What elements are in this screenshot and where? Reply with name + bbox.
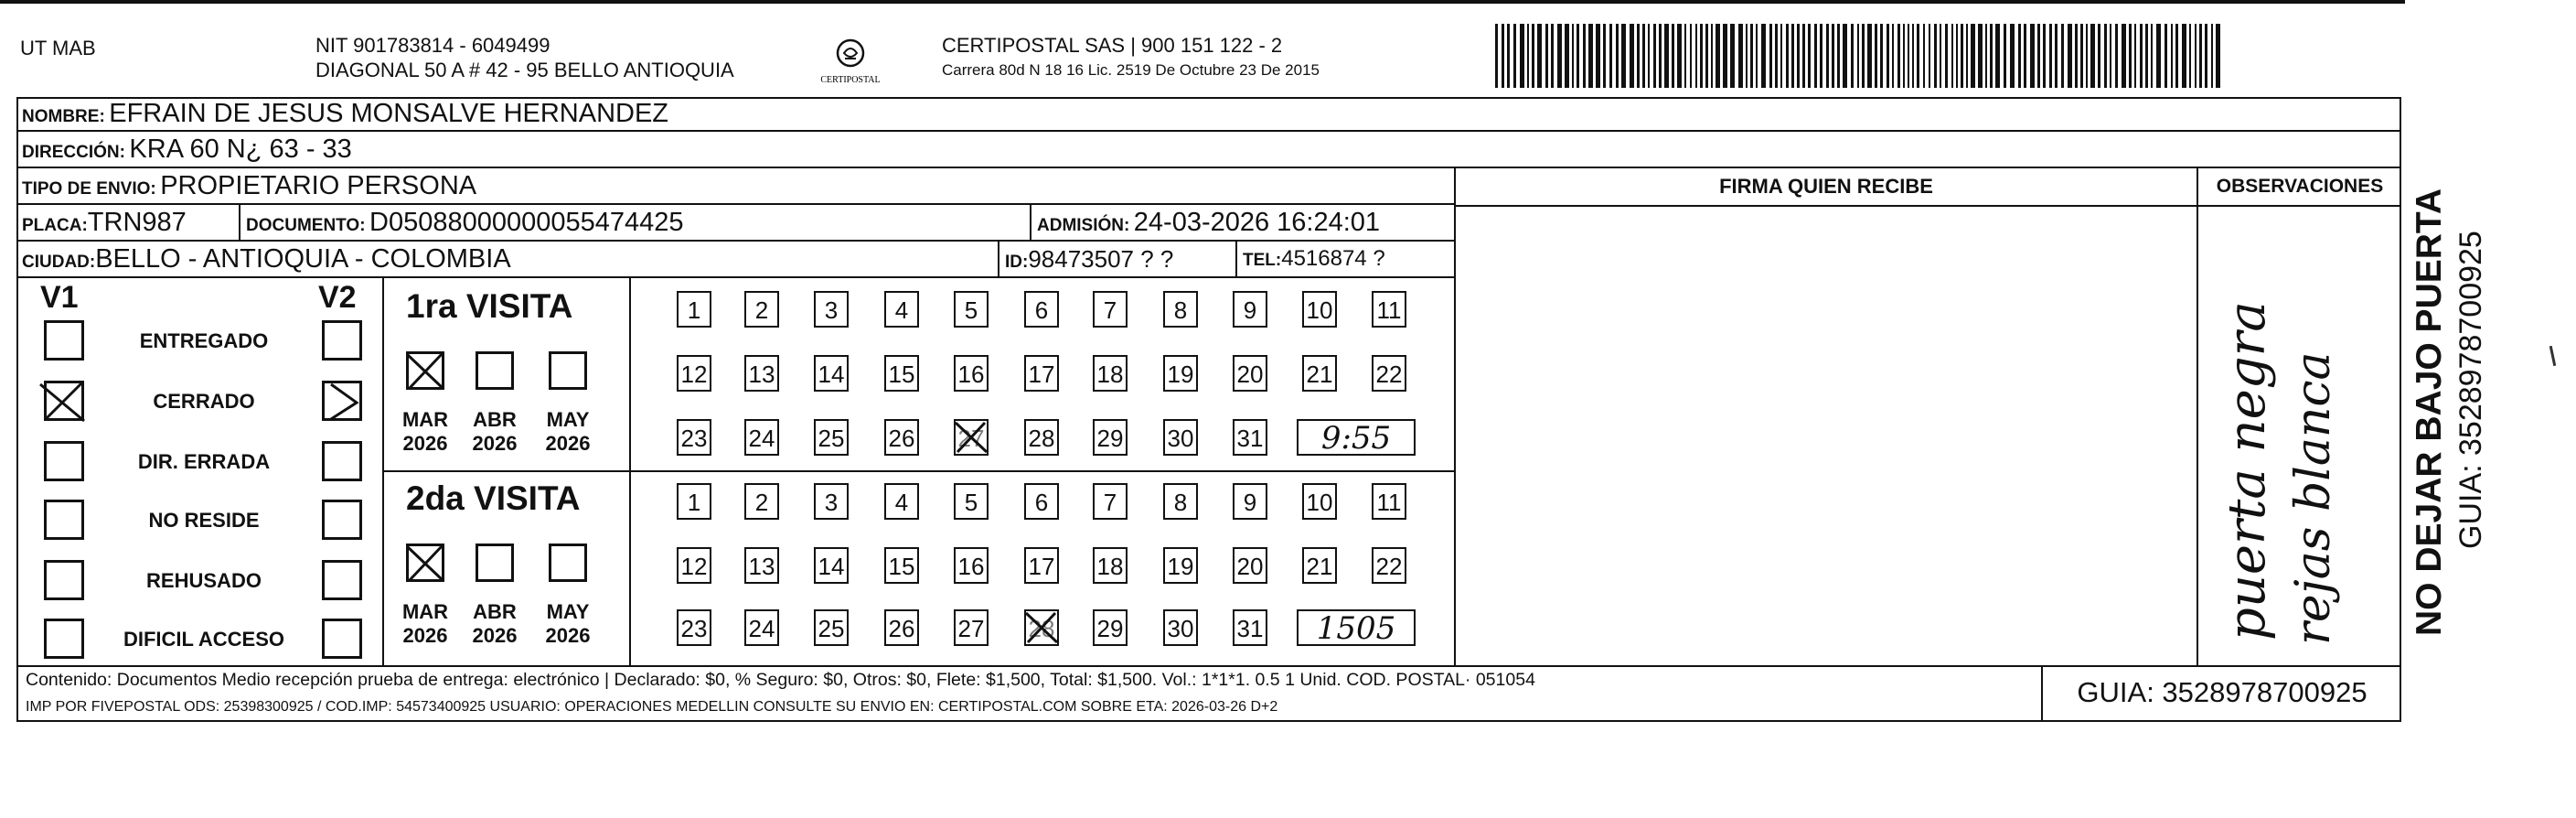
- carrier-name: CERTIPOSTAL SAS | 900 151 122 - 2: [942, 34, 1283, 57]
- v1-checkbox[interactable]: [44, 441, 84, 481]
- shipping-type: PROPIETARIO PERSONA: [160, 171, 477, 200]
- calendar-day[interactable]: 19: [1163, 355, 1198, 392]
- calendar-day[interactable]: 20: [1233, 547, 1267, 584]
- calendar-day[interactable]: 7: [1093, 483, 1128, 520]
- calendar-day[interactable]: 28: [1024, 419, 1059, 456]
- divider-signature: [1454, 168, 1456, 667]
- calendar-day[interactable]: 15: [884, 547, 919, 584]
- calendar-day[interactable]: 14: [814, 355, 849, 392]
- v2-label: V2: [318, 280, 357, 315]
- calendar-day[interactable]: 18: [1093, 355, 1128, 392]
- tel-label: TEL:: [1243, 251, 1282, 270]
- calendar-day[interactable]: 16: [954, 355, 989, 392]
- calendar-day[interactable]: 8: [1163, 483, 1198, 520]
- calendar-day[interactable]: 31: [1233, 609, 1267, 646]
- calendar-divider: [629, 278, 631, 667]
- v2-checkbox[interactable]: [322, 560, 362, 600]
- second-visit-time: 1505: [1297, 609, 1416, 646]
- v1-checkbox[interactable]: [44, 500, 84, 540]
- calendar-day-marked[interactable]: 28: [1024, 609, 1059, 646]
- document-value: D05088000000055474425: [369, 208, 684, 237]
- observation-handwriting-2: rejas blanca: [2286, 351, 2341, 645]
- calendar-day[interactable]: 14: [814, 547, 849, 584]
- v1-checkbox[interactable]: [44, 560, 84, 600]
- calendar-day[interactable]: 30: [1163, 419, 1198, 456]
- calendar-day[interactable]: 22: [1372, 547, 1406, 584]
- calendar-day[interactable]: 4: [884, 483, 919, 520]
- city-cell: [16, 242, 999, 276]
- v2-checkbox[interactable]: [322, 441, 362, 481]
- footer-guia-box: GUIA: 3528978700925: [2041, 665, 2401, 722]
- plate-value: TRN987: [87, 208, 187, 237]
- v1-checkbox[interactable]: [44, 320, 84, 361]
- calendar-day[interactable]: 1: [677, 483, 711, 520]
- plate-cell: [16, 205, 240, 240]
- nit: NIT 901783814 - 6049499: [315, 34, 550, 57]
- first-visit-title: 1ra VISITA: [406, 287, 573, 325]
- calendar-day[interactable]: 30: [1163, 609, 1198, 646]
- calendar-day[interactable]: 25: [814, 609, 849, 646]
- calendar-day[interactable]: 26: [884, 419, 919, 456]
- calendar-day[interactable]: 21: [1302, 355, 1337, 392]
- status-label: DIR. ERRADA: [137, 450, 271, 473]
- v2-checkbox[interactable]: [322, 320, 362, 361]
- month-checkbox[interactable]: [476, 544, 514, 582]
- calendar-day[interactable]: 31: [1233, 419, 1267, 456]
- month-checkbox[interactable]: [476, 351, 514, 390]
- calendar-day[interactable]: 10: [1302, 483, 1337, 520]
- month-label: ABR 2026: [472, 600, 518, 647]
- status-label: ENTREGADO: [139, 329, 269, 352]
- footer-print-info: IMP POR FIVEPOSTAL ODS: 25398300925 / COD.IMP: 54573400925 USUARIO: OPERACIONES MEDELLIN CONSULTE SU ENVIO EN: CERTIPOSTAL.COM SOBRE ETA: 2026-03-26 D+2: [26, 699, 1278, 715]
- calendar-day[interactable]: 10: [1302, 291, 1337, 328]
- sender-address: DIAGONAL 50 A # 42 - 95 BELLO ANTIOQUIA: [315, 59, 734, 81]
- observation-handwriting-1: puerta negra: [2218, 301, 2277, 640]
- city-row: [16, 242, 1454, 278]
- status-label: REHUSADO: [146, 569, 262, 592]
- recipient-address: KRA 60 N¿ 63 - 33: [129, 135, 352, 164]
- address-label: DIRECCIÓN:: [22, 143, 125, 162]
- v2-checkbox[interactable]: [322, 500, 362, 540]
- id-cell: [999, 242, 1237, 276]
- calendar-day[interactable]: 23: [677, 609, 711, 646]
- name-row: [16, 97, 2401, 132]
- svg-text:CERTIPOSTAL: CERTIPOSTAL: [820, 75, 881, 85]
- calendar-day[interactable]: 6: [1024, 291, 1059, 328]
- type-label: TIPO DE ENVIO:: [22, 179, 156, 199]
- calendar-day[interactable]: 25: [814, 419, 849, 456]
- calendar-day[interactable]: 5: [954, 483, 989, 520]
- status-label: NO RESIDE: [148, 509, 260, 532]
- calendar-day[interactable]: 12: [677, 547, 711, 584]
- v2-checkbox[interactable]: [322, 619, 362, 659]
- v2-checkbox-checked[interactable]: [322, 381, 362, 421]
- plate-row: [16, 205, 1454, 242]
- calendar-day[interactable]: 3: [814, 483, 849, 520]
- month-label: MAY 2026: [545, 600, 591, 647]
- first-visit-time: 9:55: [1297, 419, 1416, 456]
- calendar-day[interactable]: 2: [744, 291, 779, 328]
- visits-horizontal-divider: [382, 470, 1454, 472]
- admission-label: ADMISIÓN:: [1037, 216, 1130, 235]
- status-label: DIFICIL ACCESO: [123, 628, 284, 651]
- calendar-day[interactable]: 22: [1372, 355, 1406, 392]
- calendar-day[interactable]: 24: [744, 419, 779, 456]
- calendar-day[interactable]: 1: [677, 291, 711, 328]
- calendar-day[interactable]: 3: [814, 291, 849, 328]
- calendar-day[interactable]: 27: [954, 609, 989, 646]
- second-visit-title: 2da VISITA: [406, 479, 581, 517]
- calendar-day[interactable]: 8: [1163, 291, 1198, 328]
- calendar-day[interactable]: 23: [677, 419, 711, 456]
- calendar-day[interactable]: 9: [1233, 291, 1267, 328]
- calendar-day[interactable]: 7: [1093, 291, 1128, 328]
- status-label: CERRADO: [153, 390, 255, 413]
- recipient-name: EFRAIN DE JESUS MONSALVE HERNANDEZ: [109, 99, 669, 128]
- calendar-day[interactable]: 24: [744, 609, 779, 646]
- calendar-day[interactable]: 21: [1302, 547, 1337, 584]
- calendar-day[interactable]: 15: [884, 355, 919, 392]
- status-divider: [382, 278, 384, 667]
- top-border: [0, 0, 2405, 4]
- month-label: MAY 2026: [545, 408, 591, 455]
- calendar-day[interactable]: 19: [1163, 547, 1198, 584]
- calendar-day[interactable]: 18: [1093, 547, 1128, 584]
- calendar-day[interactable]: 11: [1372, 483, 1406, 520]
- side-guia: GUIA: 3528978700925: [2453, 231, 2488, 549]
- carrier-license: Carrera 80d N 18 16 Lic. 2519 De Octubre 23 De 2015: [942, 61, 1320, 79]
- v1-label: V1: [40, 280, 79, 315]
- id-label: ID:: [1005, 253, 1029, 272]
- calendar-day[interactable]: 13: [744, 547, 779, 584]
- calendar-day[interactable]: 29: [1093, 609, 1128, 646]
- certipostal-logo: [818, 35, 882, 90]
- tel-cell: [1237, 242, 1454, 276]
- calendar-day[interactable]: 20: [1233, 355, 1267, 392]
- signature-header: FIRMA QUIEN RECIBE: [1456, 168, 2197, 207]
- calendar-day[interactable]: 26: [884, 609, 919, 646]
- month-label: MAR 2026: [401, 600, 449, 647]
- v1-checkbox[interactable]: [44, 619, 84, 659]
- calendar-day[interactable]: 4: [884, 291, 919, 328]
- month-checkbox-checked[interactable]: [406, 544, 444, 582]
- month-label: ABR 2026: [472, 408, 518, 455]
- month-label: MAR 2026: [401, 408, 449, 455]
- company-short: UT MAB: [20, 37, 96, 59]
- calendar-day[interactable]: 11: [1372, 291, 1406, 328]
- month-checkbox-checked[interactable]: [406, 351, 444, 390]
- admission-cell: [1031, 205, 1454, 240]
- calendar-day[interactable]: 6: [1024, 483, 1059, 520]
- no-dejar-bajo-puerta: NO DEJAR BAJO PUERTA: [2410, 188, 2449, 636]
- stray-mark: [2549, 346, 2557, 366]
- observations-header: OBSERVACIONES: [2198, 168, 2401, 207]
- footer-content: Contenido: Documentos Medio recepción prueba de entrega: electrónico | Declarado: $0, % Seguro: $0, Otros: $0, Flete: $1,500, Total: $1,500. Vol.: 1*1*1. 0.5 1 Unid. COD. POSTAL· 051054: [26, 670, 1535, 690]
- admission-value: 24-03-2026 16:24:01: [1133, 208, 1381, 237]
- calendar-day[interactable]: 17: [1024, 355, 1059, 392]
- calendar-day[interactable]: 12: [677, 355, 711, 392]
- city-value: BELLO - ANTIOQUIA - COLOMBIA: [95, 244, 511, 274]
- city-label: CIUDAD:: [22, 253, 96, 272]
- calendar-day[interactable]: 5: [954, 291, 989, 328]
- calendar-day[interactable]: 2: [744, 483, 779, 520]
- divider-observations: [2197, 168, 2198, 667]
- id-value: 98473507 ? ?: [1028, 245, 1174, 273]
- address-row: [16, 132, 2401, 168]
- month-checkbox[interactable]: [549, 351, 587, 390]
- name-label: NOMBRE:: [22, 107, 105, 126]
- calendar-day[interactable]: 29: [1093, 419, 1128, 456]
- month-checkbox[interactable]: [549, 544, 587, 582]
- barcode: [1495, 24, 2222, 88]
- tel-value: 4516874 ?: [1281, 246, 1385, 271]
- calendar-day[interactable]: 9: [1233, 483, 1267, 520]
- type-row: [16, 168, 1454, 205]
- calendar-day[interactable]: 17: [1024, 547, 1059, 584]
- calendar-day-marked[interactable]: 27: [954, 419, 989, 456]
- calendar-day[interactable]: 16: [954, 547, 989, 584]
- calendar-day[interactable]: 13: [744, 355, 779, 392]
- document-label: DOCUMENTO:: [246, 216, 366, 235]
- plate-label: PLACA:: [22, 216, 88, 235]
- document-cell: [240, 205, 1031, 240]
- v1-checkbox-checked[interactable]: [44, 381, 84, 421]
